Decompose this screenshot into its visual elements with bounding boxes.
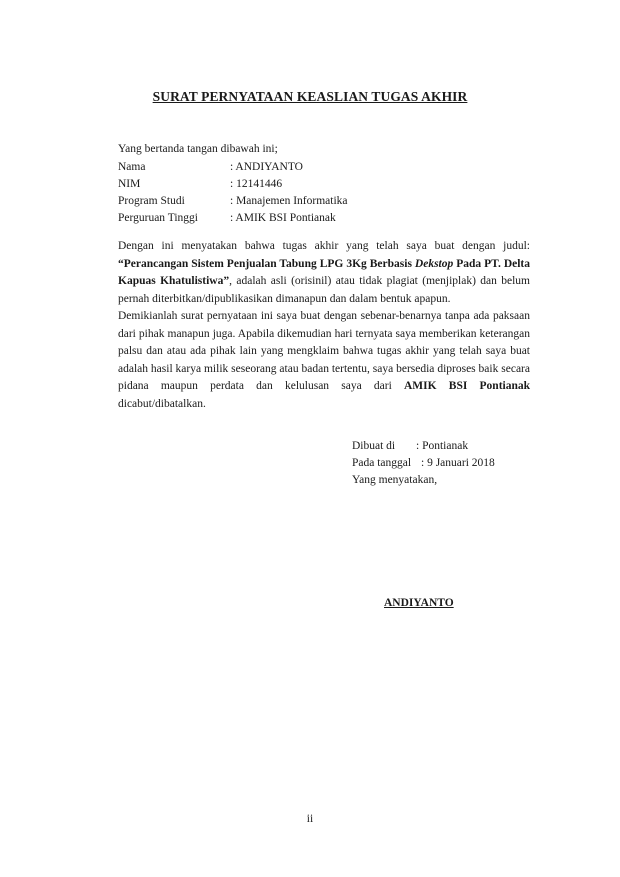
- page-number: ii: [306, 813, 314, 825]
- place-value: : Pontianak: [416, 440, 469, 452]
- paragraph-2-rest: dicabut/dibatalkan.: [118, 397, 206, 410]
- field-value: : AMIK BSI Pontianak: [230, 212, 336, 224]
- institution-name: AMIK BSI Pontianak: [403, 380, 531, 392]
- date-label: Pada tanggal: [352, 457, 412, 469]
- date-value: : 9 Januari 2018: [421, 457, 495, 469]
- field-row-program-studi: [118, 193, 348, 210]
- signer-name: ANDIYANTO: [384, 597, 454, 609]
- thesis-title-open: “Perancangan Sistem Penjualan Tabung LPG 3Kg Berbasis: [118, 257, 415, 270]
- field-label: NIM: [118, 178, 141, 190]
- field-value: : ANDIYANTO: [230, 161, 303, 173]
- intro-text: Yang bertanda tangan dibawah ini;: [118, 143, 278, 155]
- thesis-title-italic: Dekstop: [414, 257, 454, 270]
- signature-place-row: [352, 438, 495, 455]
- signature-block: [352, 438, 495, 489]
- field-label: Nama: [118, 161, 146, 173]
- field-value: : 12141446: [230, 178, 283, 190]
- place-label: Dibuat di: [352, 440, 396, 452]
- identity-fields: [118, 159, 348, 227]
- paragraph-1-rest: , adalah asli (orisinil) atau tidak plagiat (menjiplak) dan belum pernah diterbitkan/dipublikasikan dimanapun dan dalam bentuk apapun.: [118, 275, 530, 305]
- paragraph-2-lead: Demikianlah surat pernyataan ini saya buat dengan sebenar-benarnya tanpa ada paksaan dari pihak manapun juga. Apabila dikemudian hari ternyata saya memberikan keterangan palsu dan atau ada pihak lain yang mengklaim bahwa tugas akhir yang telah saya buat adalah hasil karya milik seseorang atau badan tertentu, saya bersedia diproses baik secara pidana maupun perdata dan kelulusan saya dari: [118, 310, 530, 392]
- signature-closing: Yang menyatakan,: [352, 474, 438, 486]
- document-title: SURAT PERNYATAAN KEASLIAN TUGAS AKHIR: [152, 89, 468, 104]
- field-row-perguruan-tinggi: [118, 210, 348, 227]
- statement-body: [118, 238, 530, 413]
- field-row-nama: [118, 159, 348, 176]
- paragraph-1-lead: Dengan ini menyatakan bahwa tugas akhir yang telah saya buat dengan judul:: [118, 240, 530, 252]
- thesis-title-close: Pada PT. Delta Kapuas Khatulistiwa”: [118, 257, 531, 287]
- field-row-nim: [118, 176, 348, 193]
- signature-date-row: [352, 455, 495, 472]
- field-label: Program Studi: [118, 195, 185, 207]
- statement-paragraph-2: [118, 308, 530, 413]
- field-label: Perguruan Tinggi: [118, 212, 198, 224]
- statement-paragraph-1: [118, 238, 530, 308]
- field-value: : Manajemen Informatika: [230, 195, 348, 207]
